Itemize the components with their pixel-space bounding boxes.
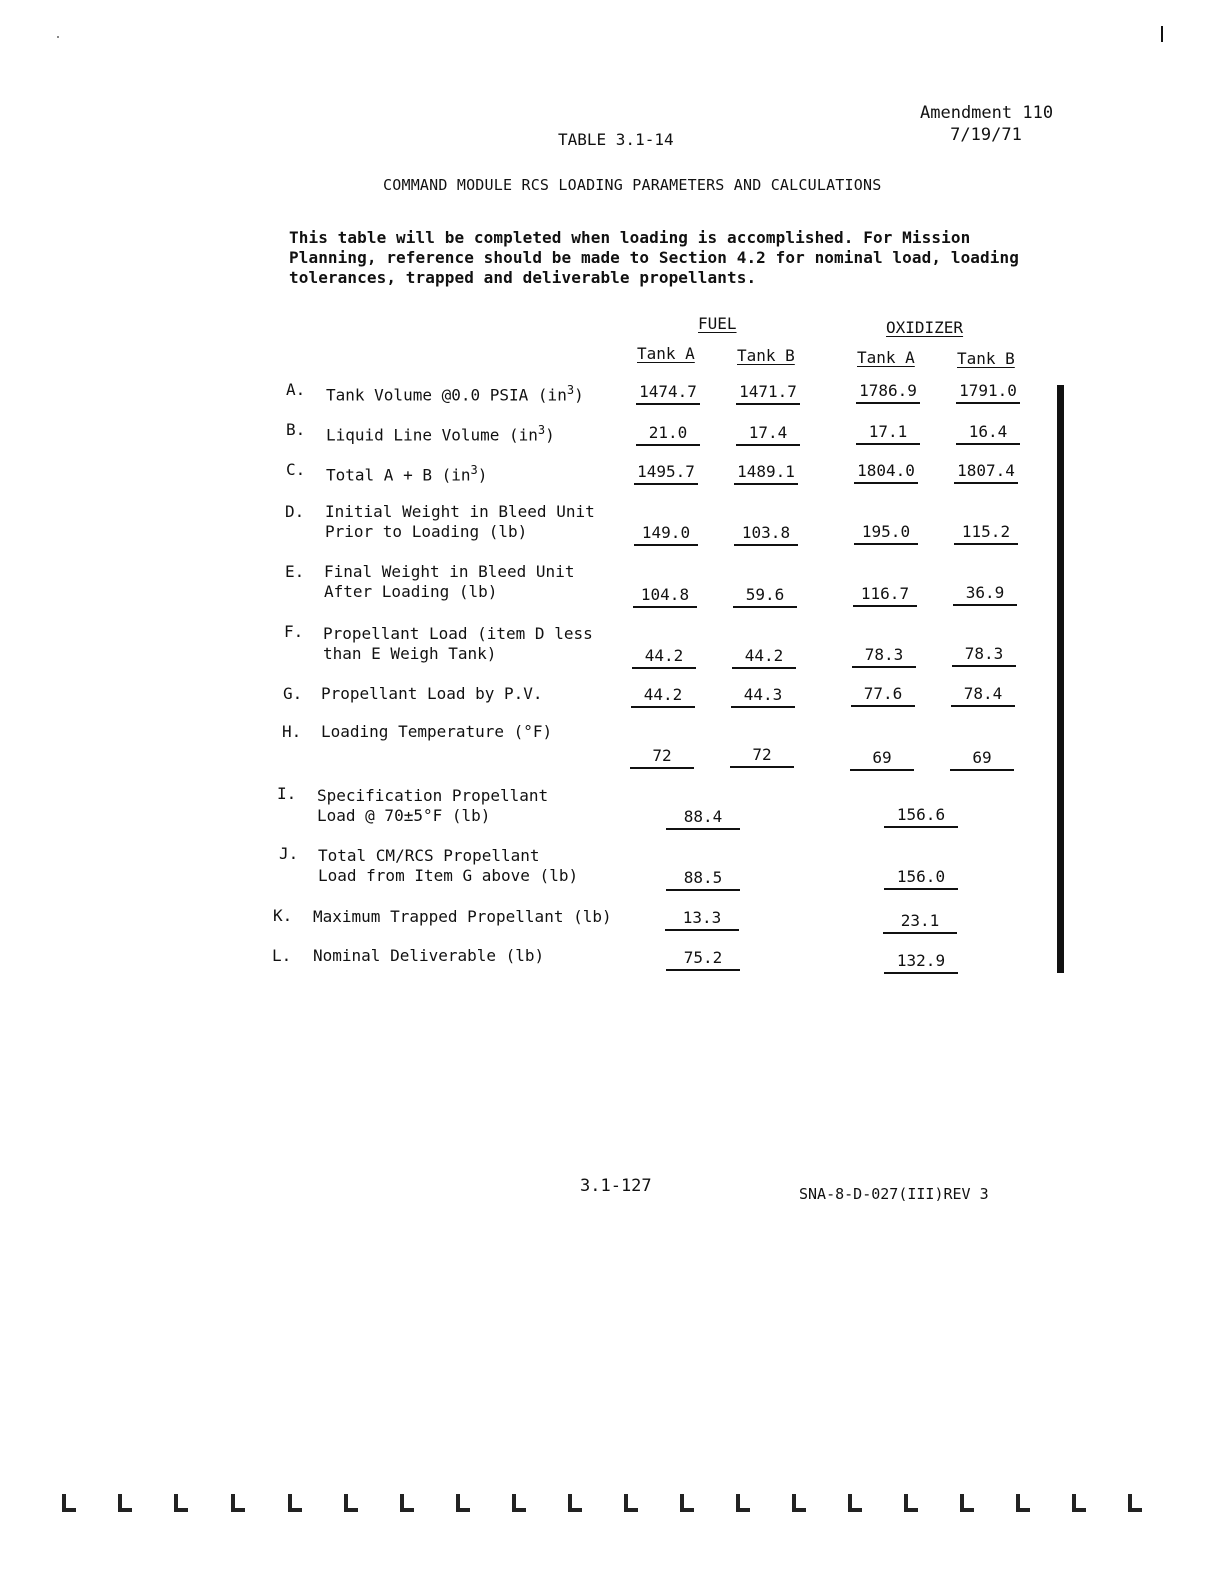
fuel-tank-a-header: Tank A [637, 344, 695, 363]
scan-mark [960, 1494, 974, 1512]
fuel-tank-b-value: 17.4 [736, 423, 800, 446]
fuel-tank-a-value: 1474.7 [636, 382, 700, 405]
document-id: SNA-8-D-027(III)REV 3 [799, 1185, 989, 1203]
fuel-tank-a-value: 44.2 [631, 685, 695, 708]
row-label: Loading Temperature (°F) [321, 722, 553, 741]
fuel-total-value: 88.5 [666, 868, 740, 891]
scan-mark [400, 1494, 414, 1512]
ox-tank-b-value: 1791.0 [956, 381, 1020, 404]
row-label: Nominal Deliverable (lb) [313, 946, 545, 965]
row-letter: J. [279, 844, 299, 863]
ox-tank-a-value: 1786.9 [856, 381, 920, 404]
ox-tank-a-value: 78.3 [852, 645, 916, 668]
oxidizer-column-header: OXIDIZER [886, 318, 964, 337]
row-label: Total CM/RCS Propellant Load from Item G above (lb) [318, 846, 579, 885]
fuel-tank-b-value: 103.8 [734, 523, 798, 546]
oxidizer-total-value: 156.6 [884, 805, 958, 828]
fuel-tank-b-value: 1489.1 [734, 462, 798, 485]
scan-mark [456, 1494, 470, 1512]
fuel-tank-b-value: 44.3 [731, 685, 795, 708]
scan-mark [904, 1494, 918, 1512]
ox-tank-b-value: 78.4 [951, 684, 1015, 707]
row-letter: K. [273, 906, 293, 925]
ox-tank-a-value: 69 [850, 748, 914, 771]
scan-mark [231, 1494, 245, 1512]
oxidizer-total-value: 23.1 [883, 911, 957, 934]
fuel-tank-a-value: 44.2 [632, 646, 696, 669]
fuel-tank-a-value: 104.8 [633, 585, 697, 608]
ox-tank-a-value: 195.0 [854, 522, 918, 545]
fuel-tank-b-header: Tank B [737, 346, 795, 365]
fuel-tank-b-value: 44.2 [732, 646, 796, 669]
scan-mark [680, 1494, 694, 1512]
scan-mark [792, 1494, 806, 1512]
scan-speck [57, 36, 59, 38]
row-label: Propellant Load by P.V. [321, 684, 543, 703]
row-label: Propellant Load (item D less than E Weigh Tank) [323, 624, 593, 663]
row-letter: C. [286, 460, 306, 479]
row-letter: G. [283, 684, 303, 703]
scan-mark [344, 1494, 358, 1512]
scan-mark [512, 1494, 526, 1512]
amendment-label: Amendment 110 [920, 103, 1054, 123]
scan-mark [288, 1494, 302, 1512]
ox-tank-b-header: Tank B [957, 349, 1015, 368]
row-letter: B. [286, 420, 306, 439]
ox-tank-b-value: 1807.4 [954, 461, 1018, 484]
fuel-tank-a-value: 149.0 [634, 523, 698, 546]
row-label: Specification Propellant Load @ 70±5°F (lb) [317, 786, 549, 825]
fuel-column-header: FUEL [698, 314, 737, 333]
oxidizer-total-value: 132.9 [884, 951, 958, 974]
amendment-date: 7/19/71 [950, 125, 1022, 145]
scan-mark [62, 1494, 76, 1512]
revision-change-bar [1057, 385, 1064, 973]
scan-mark [848, 1494, 862, 1512]
row-label: Total A + B $(in^3)$ [326, 463, 488, 485]
amendment-block [920, 102, 1052, 146]
ox-tank-b-value: 78.3 [952, 644, 1016, 667]
fuel-tank-b-value: 72 [730, 745, 794, 768]
row-label: Maximum Trapped Propellant (lb) [313, 907, 612, 926]
scan-mark [1072, 1494, 1086, 1512]
intro-paragraph: This table will be completed when loading is accomplished. For Mission Planning, reference should be made to Section 4.2 for nominal load, loading tolerances, trapped and deliverable propellants. [289, 228, 1019, 287]
ox-tank-a-value: 77.6 [851, 684, 915, 707]
row-label: Liquid Line Volume $(in^3)$ [326, 423, 555, 445]
ox-tank-a-header: Tank A [857, 348, 915, 367]
row-letter: E. [285, 562, 305, 581]
ox-tank-a-value: 17.1 [856, 422, 920, 445]
ox-tank-b-value: 36.9 [953, 583, 1017, 606]
fuel-tank-a-value: 72 [630, 746, 694, 769]
fuel-total-value: 13.3 [665, 908, 739, 931]
margin-mark [1161, 26, 1163, 42]
row-letter: I. [277, 784, 297, 803]
table-title: COMMAND MODULE RCS LOADING PARAMETERS AND CALCULATIONS [383, 176, 882, 194]
scan-mark [568, 1494, 582, 1512]
page-number: 3.1-127 [580, 1176, 652, 1196]
ox-tank-a-value: 1804.0 [854, 461, 918, 484]
fuel-total-value: 88.4 [666, 807, 740, 830]
scan-mark [1128, 1494, 1142, 1512]
row-letter: D. [285, 502, 305, 521]
row-label: Final Weight in Bleed Unit After Loading (lb) [324, 562, 575, 601]
row-letter: H. [282, 722, 302, 741]
row-label: Tank Volume @0.0 PSIA $(in^3)$ [326, 383, 584, 405]
ox-tank-a-value: 116.7 [853, 584, 917, 607]
table-number: TABLE 3.1-14 [558, 130, 674, 149]
ox-tank-b-value: 69 [950, 748, 1014, 771]
scan-mark [736, 1494, 750, 1512]
fuel-tank-b-value: 1471.7 [736, 382, 800, 405]
oxidizer-total-value: 156.0 [884, 867, 958, 890]
scan-mark [118, 1494, 132, 1512]
fuel-tank-a-value: 21.0 [636, 423, 700, 446]
scan-mark [1016, 1494, 1030, 1512]
row-letter: L. [272, 946, 292, 965]
fuel-tank-a-value: 1495.7 [634, 462, 698, 485]
scan-mark [174, 1494, 188, 1512]
row-letter: F. [284, 622, 304, 641]
ox-tank-b-value: 115.2 [954, 522, 1018, 545]
ox-tank-b-value: 16.4 [956, 422, 1020, 445]
scan-mark [624, 1494, 638, 1512]
fuel-tank-b-value: 59.6 [733, 585, 797, 608]
row-letter: A. [286, 380, 306, 399]
row-label: Initial Weight in Bleed Unit Prior to Loading (lb) [325, 502, 595, 541]
fuel-total-value: 75.2 [666, 948, 740, 971]
